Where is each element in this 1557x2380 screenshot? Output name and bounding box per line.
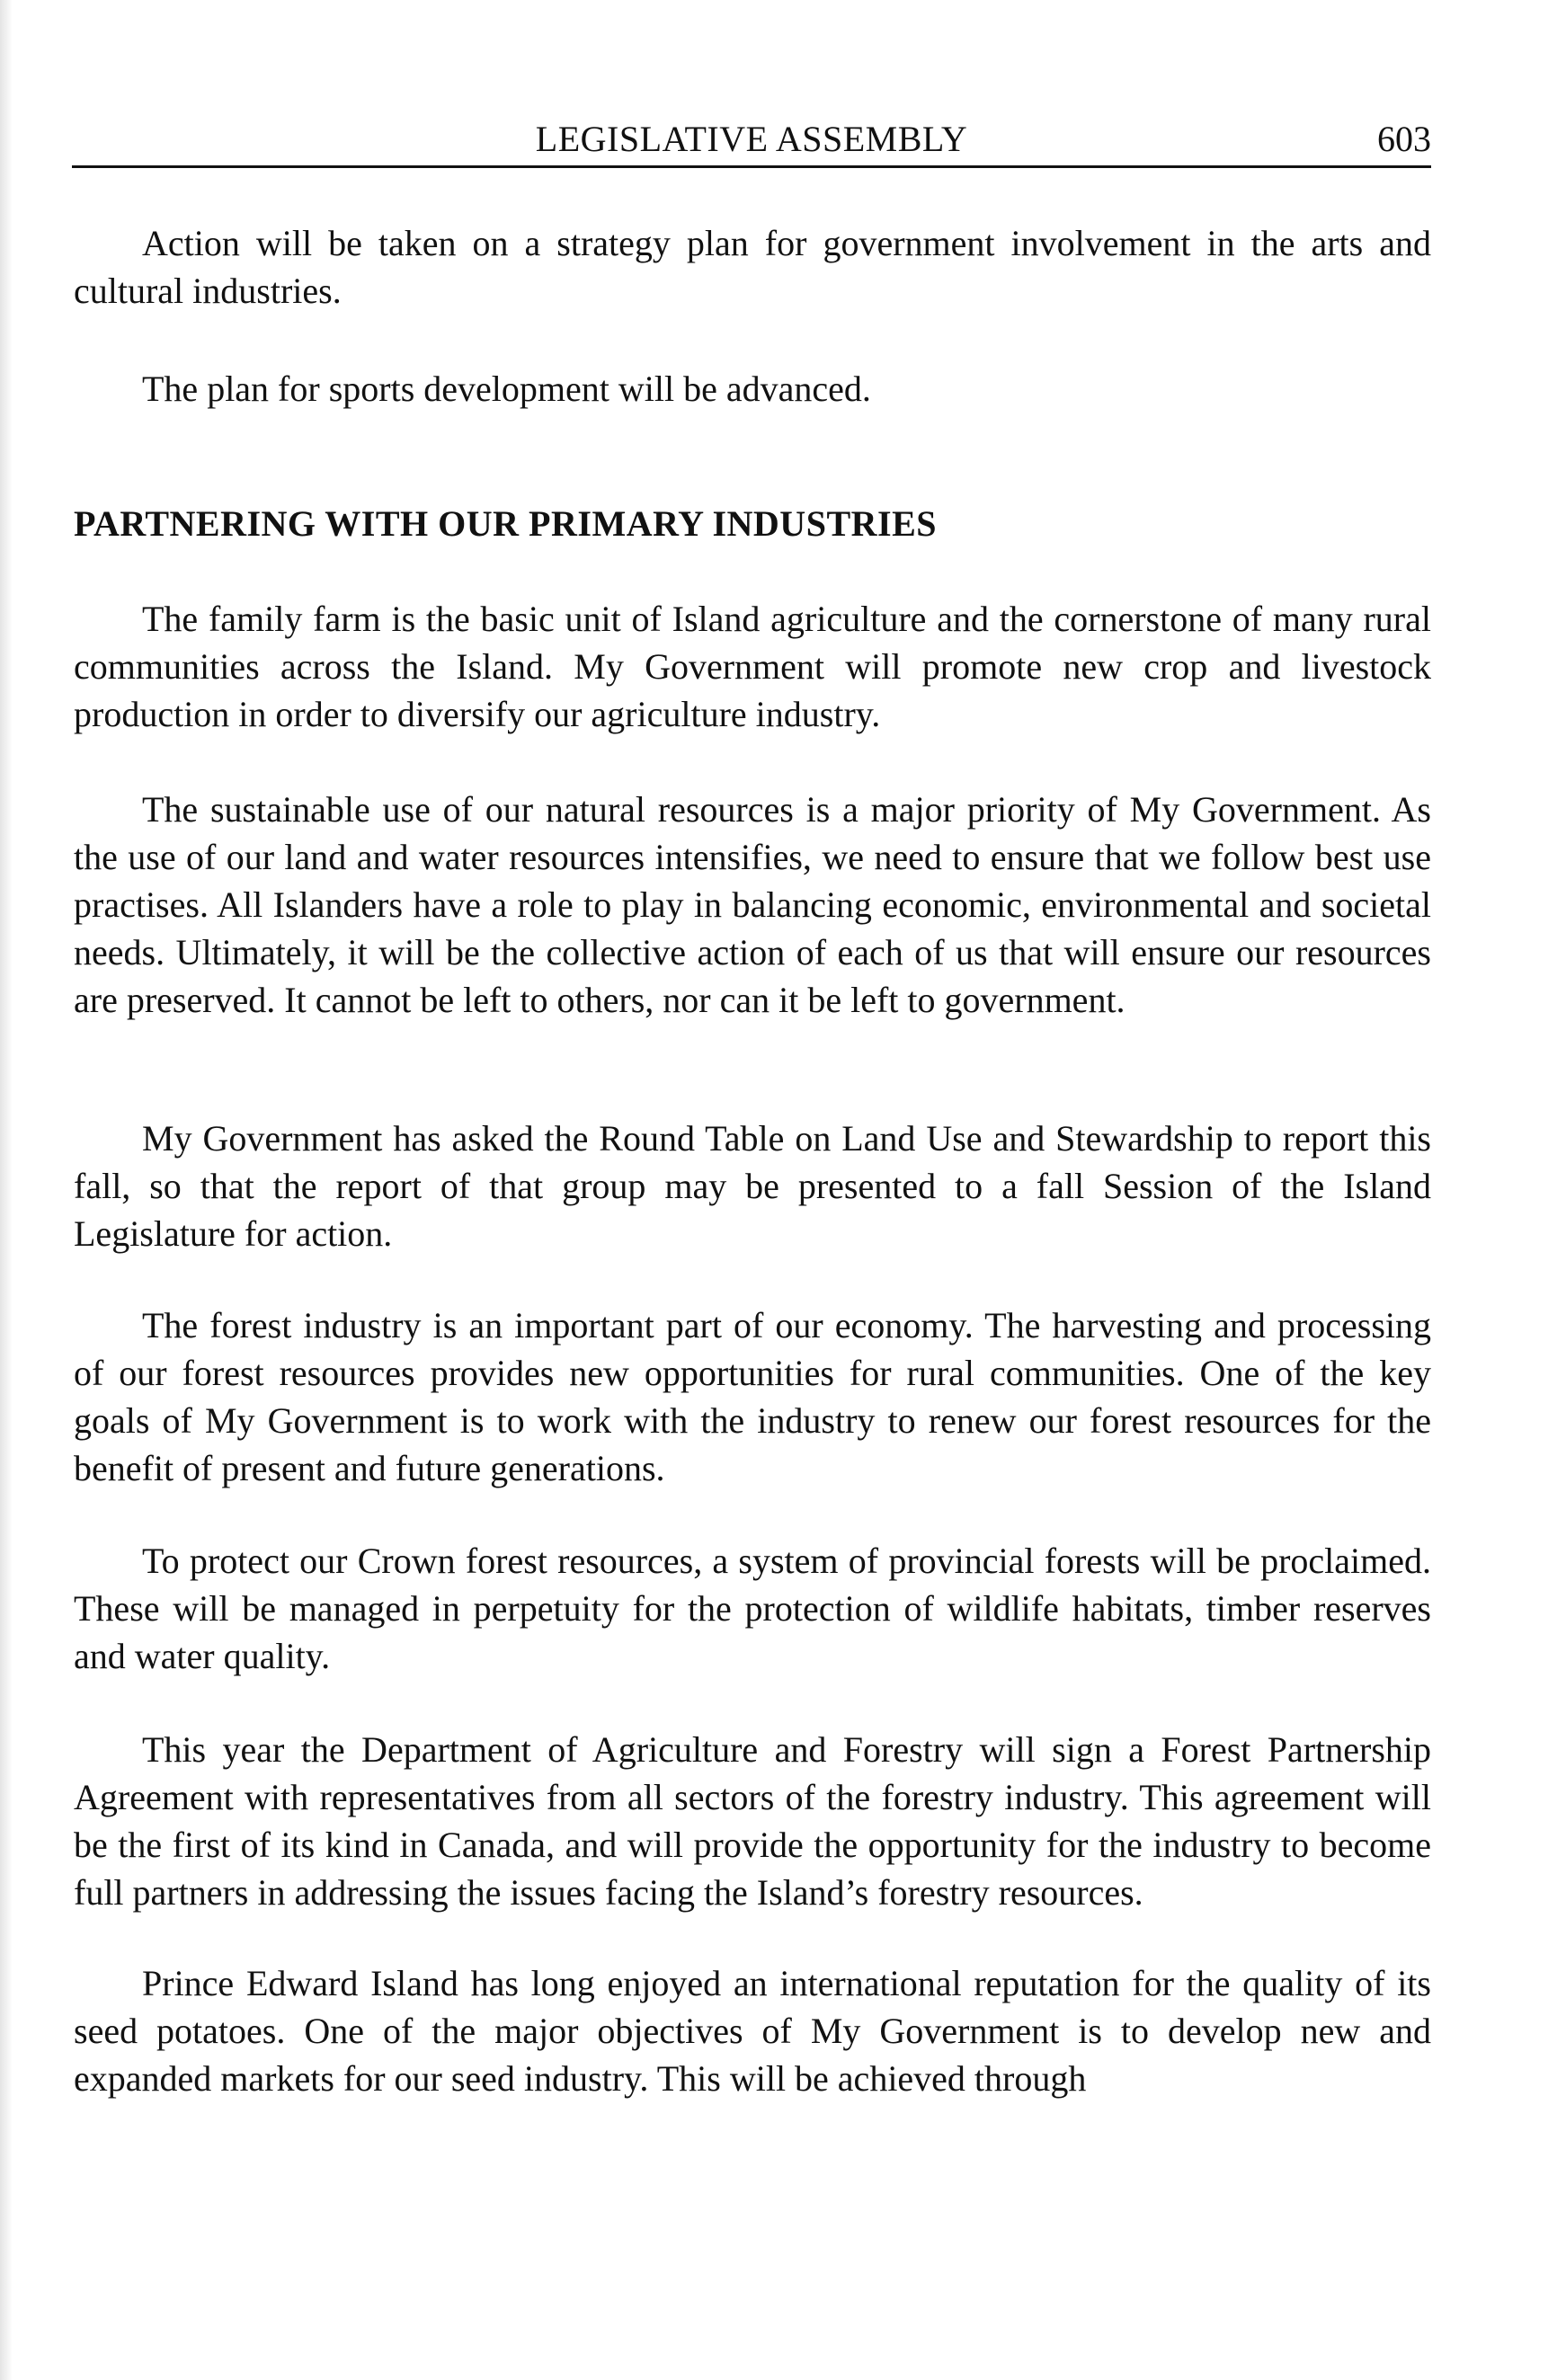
page-edge-shadow: [0, 0, 13, 2380]
paragraph-sports: The plan for sports development will be advanced.: [142, 369, 871, 409]
header-title: LEGISLATIVE ASSEMBLY: [535, 119, 968, 159]
paragraph-crown-forest: To protect our Crown forest resources, a system of provincial forests will be proclaimed. These will be managed in perpetuity for the protection of wildlife habitats, timber reserves and water quality.: [74, 1541, 1431, 1676]
paragraph-family-farm: The family farm is the basic unit of Island agriculture and the cornerstone of many rural communities across the Island. My Government will promote new crop and livestock production in order to diversify our agriculture industry.: [74, 599, 1431, 734]
paragraph-natural-resources: The sustainable use of our natural resources is a major priority of My Government. As the use of our land and water resources intensifies, we need to ensure that we follow best use practises. All Islanders have a role to play in balancing economic, environmental and societal needs. Ultimately, it will be the collective action of each of us that will ensure our resources are preserved. It cannot be left to others, nor can it be left to government.: [74, 789, 1431, 1020]
page-number: 603: [1377, 119, 1431, 159]
paragraph-forest-industry: The forest industry is an important part of our economy. The harvesting and processing of our forest resources provides new opportunities for rural communities. One of the key goals of My Government is to work with the industry to renew our forest resources for the benefit of present and future generations.: [74, 1305, 1431, 1488]
paragraph-arts: Action will be taken on a strategy plan for government involvement in the arts and cultural industries.: [74, 223, 1431, 311]
running-header: [72, 111, 1431, 168]
paragraph-forest-partnership: This year the Department of Agriculture and Forestry will sign a Forest Partnership Agreement with representatives from all sectors of the forestry industry. This agreement will be the first of its kind in Canada, and will provide the opportunity for the industry to become full partners in addressing the issues facing the Island’s forestry resources.: [74, 1729, 1431, 1913]
paragraph-round-table: My Government has asked the Round Table on Land Use and Stewardship to report this fall, so that the report of that group may be presented to a fall Session of the Island Legislature for action.: [74, 1118, 1431, 1254]
paragraph-seed-potatoes: Prince Edward Island has long enjoyed an international reputation for the quality of its seed potatoes. One of the major objectives of My Government is to develop new and expanded markets for our seed industry. This will be achieved through: [74, 1963, 1431, 2099]
section-heading: PARTNERING WITH OUR PRIMARY INDUSTRIES: [74, 503, 937, 544]
